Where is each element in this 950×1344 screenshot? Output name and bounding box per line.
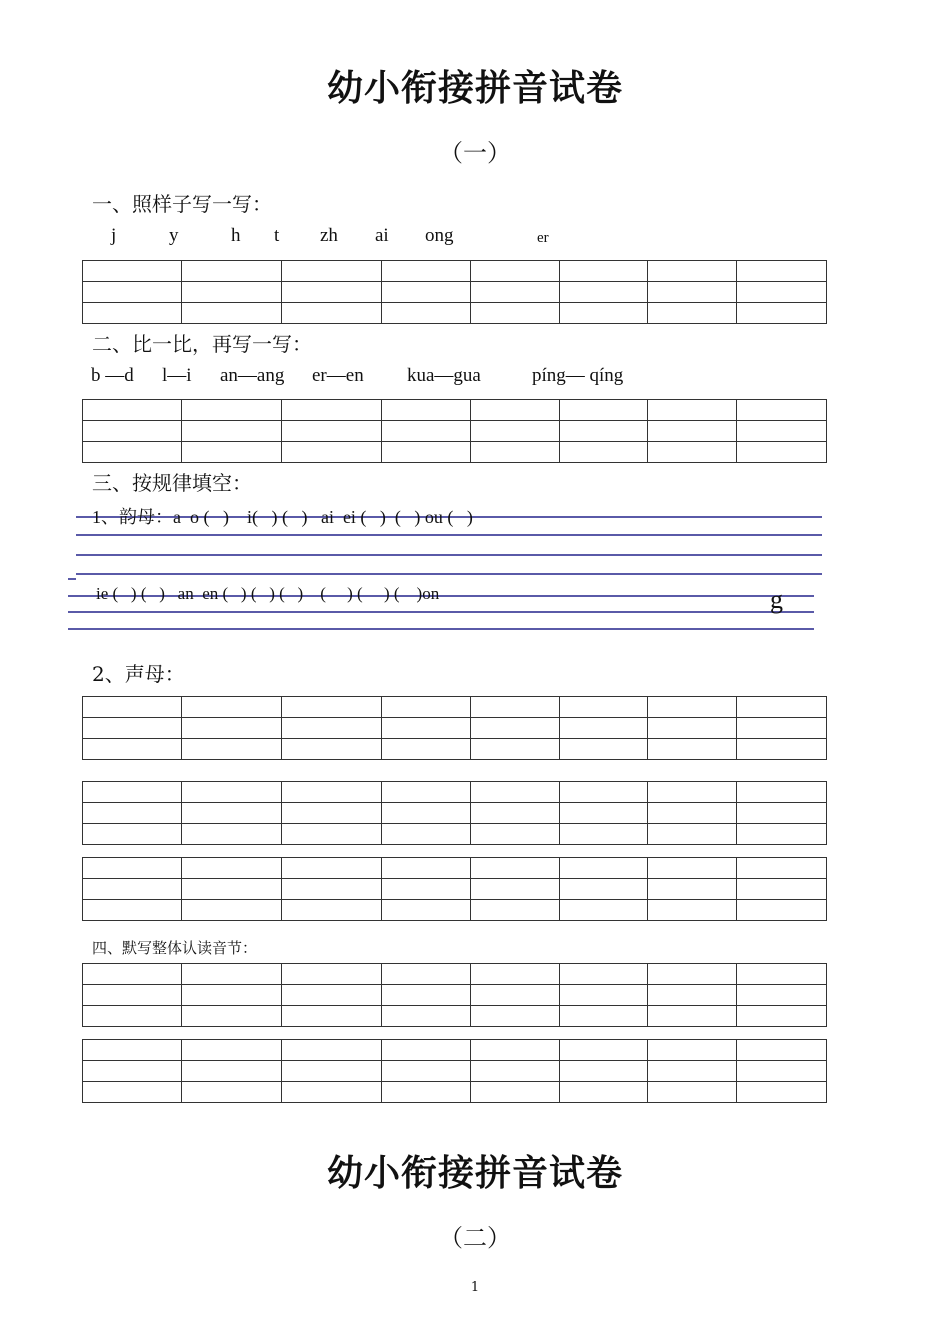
writing-cell[interactable] <box>182 1006 282 1027</box>
writing-cell[interactable] <box>648 261 737 282</box>
writing-cell[interactable] <box>560 879 648 900</box>
writing-cell[interactable] <box>382 1040 471 1061</box>
writing-cell[interactable] <box>471 858 560 879</box>
writing-cell[interactable] <box>382 964 471 985</box>
writing-row <box>83 858 827 879</box>
writing-cell[interactable] <box>560 400 648 421</box>
writing-row <box>83 824 827 845</box>
writing-row <box>83 900 827 921</box>
writing-line <box>68 578 76 580</box>
writing-row <box>83 442 827 463</box>
writing-row <box>83 697 827 718</box>
writing-cell[interactable] <box>182 1040 282 1061</box>
writing-cell[interactable] <box>560 964 648 985</box>
writing-cell[interactable] <box>382 282 471 303</box>
writing-cell[interactable] <box>83 782 182 803</box>
writing-cell[interactable] <box>282 803 382 824</box>
writing-cell[interactable] <box>382 718 471 739</box>
writing-cell[interactable] <box>471 442 560 463</box>
writing-line <box>68 611 814 613</box>
writing-cell[interactable] <box>560 900 648 921</box>
writing-cell[interactable] <box>471 739 560 760</box>
writing-line <box>76 554 822 556</box>
writing-cell[interactable] <box>648 718 737 739</box>
writing-cell[interactable] <box>282 303 382 324</box>
writing-cell[interactable] <box>648 303 737 324</box>
writing-cell[interactable] <box>471 782 560 803</box>
writing-row <box>83 985 827 1006</box>
writing-row <box>83 964 827 985</box>
writing-cell[interactable] <box>648 803 737 824</box>
writing-cell[interactable] <box>471 303 560 324</box>
writing-cell[interactable] <box>83 985 182 1006</box>
writing-cell[interactable] <box>471 803 560 824</box>
writing-cell[interactable] <box>182 803 282 824</box>
writing-cell[interactable] <box>282 261 382 282</box>
pinyin-pair: er—en <box>312 365 364 386</box>
writing-cell[interactable] <box>648 1006 737 1027</box>
writing-cell[interactable] <box>560 282 648 303</box>
writing-cell[interactable] <box>83 421 182 442</box>
writing-cell[interactable] <box>471 900 560 921</box>
writing-cell[interactable] <box>648 985 737 1006</box>
writing-cell[interactable] <box>182 782 282 803</box>
writing-row <box>83 1006 827 1027</box>
page-subtitle: （一） <box>439 139 511 167</box>
writing-cell[interactable] <box>83 282 182 303</box>
writing-cell[interactable] <box>560 261 648 282</box>
writing-line <box>76 534 822 536</box>
writing-cell[interactable] <box>648 282 737 303</box>
writing-cell[interactable] <box>737 858 827 879</box>
page-subtitle: （二） <box>439 1224 511 1252</box>
writing-cell[interactable] <box>182 739 282 760</box>
writing-cell[interactable] <box>382 824 471 845</box>
finals-pattern-line-1: 1、韵母：a o ( ) i( ) ( ) ai ei ( ) ( ) ou ( ) <box>92 507 473 527</box>
writing-cell[interactable] <box>737 739 827 760</box>
writing-cell[interactable] <box>560 442 648 463</box>
writing-grid[interactable] <box>82 696 827 760</box>
writing-cell[interactable] <box>648 697 737 718</box>
pinyin-pair: an—ang <box>220 365 285 386</box>
writing-cell[interactable] <box>471 421 560 442</box>
writing-cell[interactable] <box>182 824 282 845</box>
finals-pattern-line-2: ie ( ) ( ) an en ( ) ( ) ( ) ( ) ( ) ( )on <box>96 584 440 603</box>
writing-row <box>83 282 827 303</box>
writing-cell[interactable] <box>182 964 282 985</box>
writing-cell[interactable] <box>471 1040 560 1061</box>
writing-cell[interactable] <box>382 400 471 421</box>
writing-cell[interactable] <box>182 400 282 421</box>
writing-cell[interactable] <box>83 900 182 921</box>
writing-cell[interactable] <box>83 858 182 879</box>
writing-grid[interactable] <box>82 963 827 1027</box>
writing-cell[interactable] <box>282 879 382 900</box>
writing-cell[interactable] <box>737 697 827 718</box>
writing-cell[interactable] <box>282 964 382 985</box>
writing-cell[interactable] <box>182 303 282 324</box>
writing-cell[interactable] <box>560 718 648 739</box>
writing-cell[interactable] <box>83 303 182 324</box>
writing-cell[interactable] <box>282 1082 382 1103</box>
writing-cell[interactable] <box>83 261 182 282</box>
writing-cell[interactable] <box>282 1006 382 1027</box>
writing-line <box>76 573 822 575</box>
pinyin-pair: kua—gua <box>407 365 481 386</box>
writing-cell[interactable] <box>83 400 182 421</box>
pinyin-item: y <box>169 225 179 246</box>
writing-row <box>83 421 827 442</box>
writing-cell[interactable] <box>737 1082 827 1103</box>
writing-cell[interactable] <box>282 421 382 442</box>
writing-cell[interactable] <box>471 824 560 845</box>
writing-cell[interactable] <box>471 985 560 1006</box>
writing-cell[interactable] <box>282 400 382 421</box>
writing-cell[interactable] <box>560 303 648 324</box>
writing-cell[interactable] <box>182 421 282 442</box>
writing-cell[interactable] <box>737 985 827 1006</box>
writing-cell[interactable] <box>282 697 382 718</box>
writing-cell[interactable] <box>737 1006 827 1027</box>
writing-cell[interactable] <box>648 421 737 442</box>
writing-cell[interactable] <box>83 879 182 900</box>
writing-cell[interactable] <box>382 1061 471 1082</box>
writing-cell[interactable] <box>471 718 560 739</box>
writing-cell[interactable] <box>382 879 471 900</box>
writing-cell[interactable] <box>737 421 827 442</box>
writing-cell[interactable] <box>648 858 737 879</box>
writing-cell[interactable] <box>83 824 182 845</box>
pinyin-item: j <box>111 225 117 246</box>
writing-row <box>83 718 827 739</box>
writing-cell[interactable] <box>471 282 560 303</box>
writing-row <box>83 1061 827 1082</box>
writing-cell[interactable] <box>83 739 182 760</box>
initials-subheading: 2、声母： <box>92 662 185 686</box>
pinyin-item: t <box>274 225 280 246</box>
writing-cell[interactable] <box>471 1061 560 1082</box>
writing-cell[interactable] <box>737 900 827 921</box>
writing-cell[interactable] <box>182 282 282 303</box>
writing-cell[interactable] <box>560 1040 648 1061</box>
pinyin-item: h <box>231 225 241 246</box>
writing-cell[interactable] <box>560 1082 648 1103</box>
writing-cell[interactable] <box>648 400 737 421</box>
writing-cell[interactable] <box>182 697 282 718</box>
writing-cell[interactable] <box>182 1082 282 1103</box>
page-title: 幼小衔接拼音试卷 <box>326 1152 623 1194</box>
writing-cell[interactable] <box>560 782 648 803</box>
writing-cell[interactable] <box>282 442 382 463</box>
writing-cell[interactable] <box>182 858 282 879</box>
writing-cell[interactable] <box>471 697 560 718</box>
writing-cell[interactable] <box>737 879 827 900</box>
writing-cell[interactable] <box>382 1082 471 1103</box>
writing-cell[interactable] <box>182 900 282 921</box>
writing-cell[interactable] <box>560 421 648 442</box>
writing-cell[interactable] <box>382 697 471 718</box>
writing-row <box>83 1082 827 1103</box>
writing-cell[interactable] <box>737 1040 827 1061</box>
writing-cell[interactable] <box>83 1082 182 1103</box>
writing-cell[interactable] <box>471 879 560 900</box>
writing-cell[interactable] <box>182 261 282 282</box>
writing-cell[interactable] <box>471 964 560 985</box>
pinyin-pair: b —d <box>91 365 134 386</box>
writing-row <box>83 879 827 900</box>
writing-cell[interactable] <box>648 1082 737 1103</box>
writing-cell[interactable] <box>282 824 382 845</box>
writing-cell[interactable] <box>737 803 827 824</box>
section-2-heading: 二、比一比，再写一写： <box>92 332 312 356</box>
writing-cell[interactable] <box>560 1061 648 1082</box>
writing-grid[interactable] <box>82 260 827 324</box>
section-4-heading: 四、默写整体认读音节： <box>92 939 258 957</box>
writing-cell[interactable] <box>560 697 648 718</box>
writing-cell[interactable] <box>382 261 471 282</box>
writing-row <box>83 782 827 803</box>
writing-cell[interactable] <box>648 879 737 900</box>
writing-cell[interactable] <box>648 782 737 803</box>
writing-row <box>83 1040 827 1061</box>
writing-cell[interactable] <box>382 303 471 324</box>
writing-cell[interactable] <box>282 985 382 1006</box>
writing-cell[interactable] <box>282 782 382 803</box>
writing-cell[interactable] <box>382 739 471 760</box>
writing-row <box>83 803 827 824</box>
writing-cell[interactable] <box>83 1040 182 1061</box>
writing-cell[interactable] <box>83 697 182 718</box>
writing-cell[interactable] <box>282 282 382 303</box>
writing-row <box>83 739 827 760</box>
writing-cell[interactable] <box>83 964 182 985</box>
writing-cell[interactable] <box>83 803 182 824</box>
pinyin-item: er <box>537 230 549 246</box>
writing-grid[interactable] <box>82 1039 827 1103</box>
pinyin-pair: l—i <box>162 365 192 386</box>
writing-cell[interactable] <box>737 303 827 324</box>
writing-grid[interactable] <box>82 857 827 921</box>
writing-cell[interactable] <box>282 718 382 739</box>
writing-cell[interactable] <box>83 442 182 463</box>
writing-grid[interactable] <box>82 399 827 463</box>
writing-row <box>83 261 827 282</box>
writing-cell[interactable] <box>182 1061 282 1082</box>
writing-cell[interactable] <box>560 858 648 879</box>
writing-cell[interactable] <box>382 1006 471 1027</box>
writing-cell[interactable] <box>282 1040 382 1061</box>
writing-cell[interactable] <box>282 1061 382 1082</box>
writing-cell[interactable] <box>282 900 382 921</box>
writing-cell[interactable] <box>182 442 282 463</box>
writing-cell[interactable] <box>182 985 282 1006</box>
writing-cell[interactable] <box>471 1006 560 1027</box>
stray-letter: g <box>770 585 783 614</box>
writing-cell[interactable] <box>737 282 827 303</box>
page-title: 幼小衔接拼音试卷 <box>326 67 623 109</box>
writing-cell[interactable] <box>471 1082 560 1103</box>
pinyin-item: zh <box>320 225 338 246</box>
writing-cell[interactable] <box>83 718 182 739</box>
writing-cell[interactable] <box>737 782 827 803</box>
writing-cell[interactable] <box>83 1006 182 1027</box>
writing-row <box>83 400 827 421</box>
writing-line <box>68 628 814 630</box>
writing-cell[interactable] <box>560 824 648 845</box>
writing-cell[interactable] <box>648 900 737 921</box>
writing-cell[interactable] <box>382 782 471 803</box>
writing-cell[interactable] <box>737 824 827 845</box>
writing-cell[interactable] <box>737 261 827 282</box>
writing-cell[interactable] <box>737 442 827 463</box>
writing-cell[interactable] <box>648 964 737 985</box>
writing-cell[interactable] <box>737 1061 827 1082</box>
writing-cell[interactable] <box>382 421 471 442</box>
writing-cell[interactable] <box>182 718 282 739</box>
writing-cell[interactable] <box>648 1040 737 1061</box>
writing-cell[interactable] <box>560 1006 648 1027</box>
section-1-heading: 一、照样子写一写： <box>92 192 272 216</box>
writing-cell[interactable] <box>382 442 471 463</box>
writing-cell[interactable] <box>83 1061 182 1082</box>
writing-cell[interactable] <box>648 739 737 760</box>
writing-cell[interactable] <box>471 261 560 282</box>
writing-cell[interactable] <box>560 739 648 760</box>
writing-cell[interactable] <box>737 964 827 985</box>
writing-cell[interactable] <box>382 985 471 1006</box>
writing-cell[interactable] <box>182 879 282 900</box>
writing-cell[interactable] <box>471 400 560 421</box>
writing-cell[interactable] <box>382 803 471 824</box>
writing-cell[interactable] <box>737 400 827 421</box>
writing-cell[interactable] <box>648 824 737 845</box>
pinyin-item: ong <box>425 225 454 246</box>
writing-cell[interactable] <box>737 718 827 739</box>
writing-cell[interactable] <box>282 858 382 879</box>
pinyin-pair: píng— qíng <box>532 365 624 386</box>
writing-cell[interactable] <box>282 739 382 760</box>
writing-cell[interactable] <box>382 858 471 879</box>
writing-cell[interactable] <box>560 985 648 1006</box>
section-3-heading: 三、按规律填空： <box>92 471 252 495</box>
writing-cell[interactable] <box>648 442 737 463</box>
writing-grid[interactable] <box>82 781 827 845</box>
pinyin-item: ai <box>375 225 389 246</box>
writing-cell[interactable] <box>382 900 471 921</box>
writing-cell[interactable] <box>648 1061 737 1082</box>
writing-cell[interactable] <box>560 803 648 824</box>
writing-row <box>83 303 827 324</box>
page-number: 1 <box>470 1280 480 1295</box>
